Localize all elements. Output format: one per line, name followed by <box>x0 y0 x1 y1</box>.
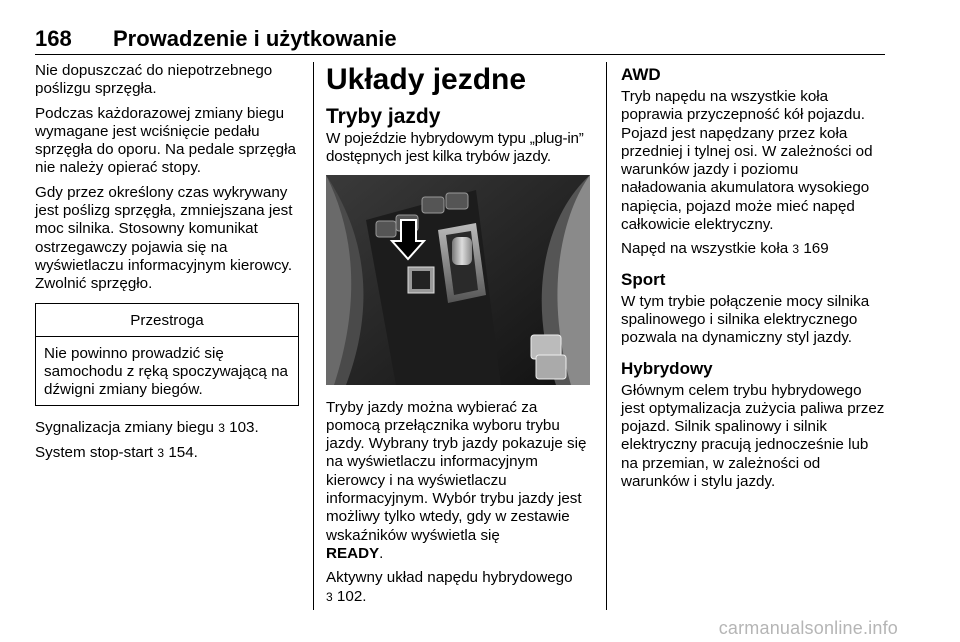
hybrid-heading: Hybrydowy <box>621 358 713 378</box>
page-title: Prowadzenie i użytkowanie <box>113 26 397 51</box>
ready-end: . <box>379 544 384 562</box>
reference-page[interactable]: 154. <box>168 443 198 461</box>
caution-text: Nie powinno prowadzić się samochodu z ręką spoczywającą na dźwigni zmiany biegów. <box>44 344 288 399</box>
column-divider-1 <box>313 62 314 610</box>
drive-mode-selector-photo <box>326 175 590 385</box>
console-illustration <box>326 175 590 385</box>
column-1 <box>35 62 299 468</box>
reference-text: Napęd na wszystkie koła <box>621 240 789 258</box>
intro-paragraph: W pojeździe hybrydowym typu „plug-in” dostępnych jest kilka trybów jazdy. <box>326 130 584 166</box>
triangle-right-icon: 3 <box>157 445 165 460</box>
triangle-right-icon: 3 <box>792 242 800 257</box>
triangle-right-icon: 3 <box>218 421 225 436</box>
paragraph-gear-change: Podczas każdorazowej zmiany biegu wymagane jest wciśnięcie pedału sprzęgła do oporu. Na pedale sprzęgła nie należy opierać stopy. <box>35 104 296 177</box>
sport-heading: Sport <box>621 269 666 289</box>
hybrid-paragraph: Głównym celem trybu hybrydowego jest optymalizacja zużycia paliwa przez pojazd. Silnik spalinowy i silnik elektryczny pracują jednocześnie lub na przemian, w zależności od warunków i stylu jazdy. <box>621 381 885 491</box>
page-number: 168 <box>35 26 72 51</box>
reference-stop-start <box>35 444 299 462</box>
reference-shift-indicator <box>35 419 299 437</box>
column-divider-2 <box>606 62 607 610</box>
awd-paragraph: Tryb napędu na wszystkie koła poprawia przyczepność kół pojazdu. Pojazd jest napędzany przez koła przedniej i tylnej osi. W zależności od warunków jazdy i poziomu naładowania akumulatora wysokiego napięcia, pojazd może mieć napęd całkowicie elektryczny. <box>621 88 873 234</box>
reference-text: Aktywny układ napędu hybrydowego <box>326 569 573 587</box>
reference-active-drive <box>326 569 590 606</box>
subsection-heading: Tryby jazdy <box>326 105 441 128</box>
caution-box <box>35 303 299 407</box>
section-heading: Układy jezdne <box>326 63 527 96</box>
sport-paragraph: W tym trybie połączenie mocy silnika spalinowego i silnika elektrycznego pozwala na dynamiczny styl jazdy. <box>621 292 870 347</box>
paragraph-slip: Nie dopuszczać do niepotrzebnego poślizgu sprzęgła. <box>35 62 273 98</box>
page-header <box>35 26 885 55</box>
caution-title: Przestroga <box>36 304 298 337</box>
triangle-right-icon: 3 <box>326 589 333 604</box>
selection-paragraph <box>326 399 590 564</box>
ready-indicator: READY <box>326 544 380 562</box>
selection-text: Tryby jazdy można wybierać za pomocą przełącznika wyboru trybu jazdy. Wybrany tryb jazdy pokazuje się na wyświetlaczu informacyjnym kierowcy i na wyświetlaczu informacyjnym. Wybór trybu jazdy jest możliwy tylko wtedy, gdy w zestawie wskaźników wyświetla się <box>326 398 587 544</box>
reference-page[interactable]: 169 <box>803 240 829 258</box>
reference-text: Sygnalizacja zmiany biegu <box>35 419 214 437</box>
awd-heading: AWD <box>621 65 661 84</box>
reference-awd <box>621 240 887 258</box>
column-3 <box>621 62 887 497</box>
reference-text: System stop-start <box>35 443 154 461</box>
reference-page[interactable]: 103. <box>229 419 259 437</box>
watermark: carmanualsonline.info <box>718 618 898 638</box>
paragraph-slip-detection: Gdy przez określony czas wykrywany jest poślizg sprzęgła, zmniejszana jest moc silnika. Stosowny komunikat ostrzegawczy pojawia się na wyświetlaczu informacyjnym kierowcy. Zwolnić sprzęgło. <box>35 183 293 293</box>
column-2 <box>326 62 590 612</box>
reference-page[interactable]: 102. <box>336 587 367 605</box>
